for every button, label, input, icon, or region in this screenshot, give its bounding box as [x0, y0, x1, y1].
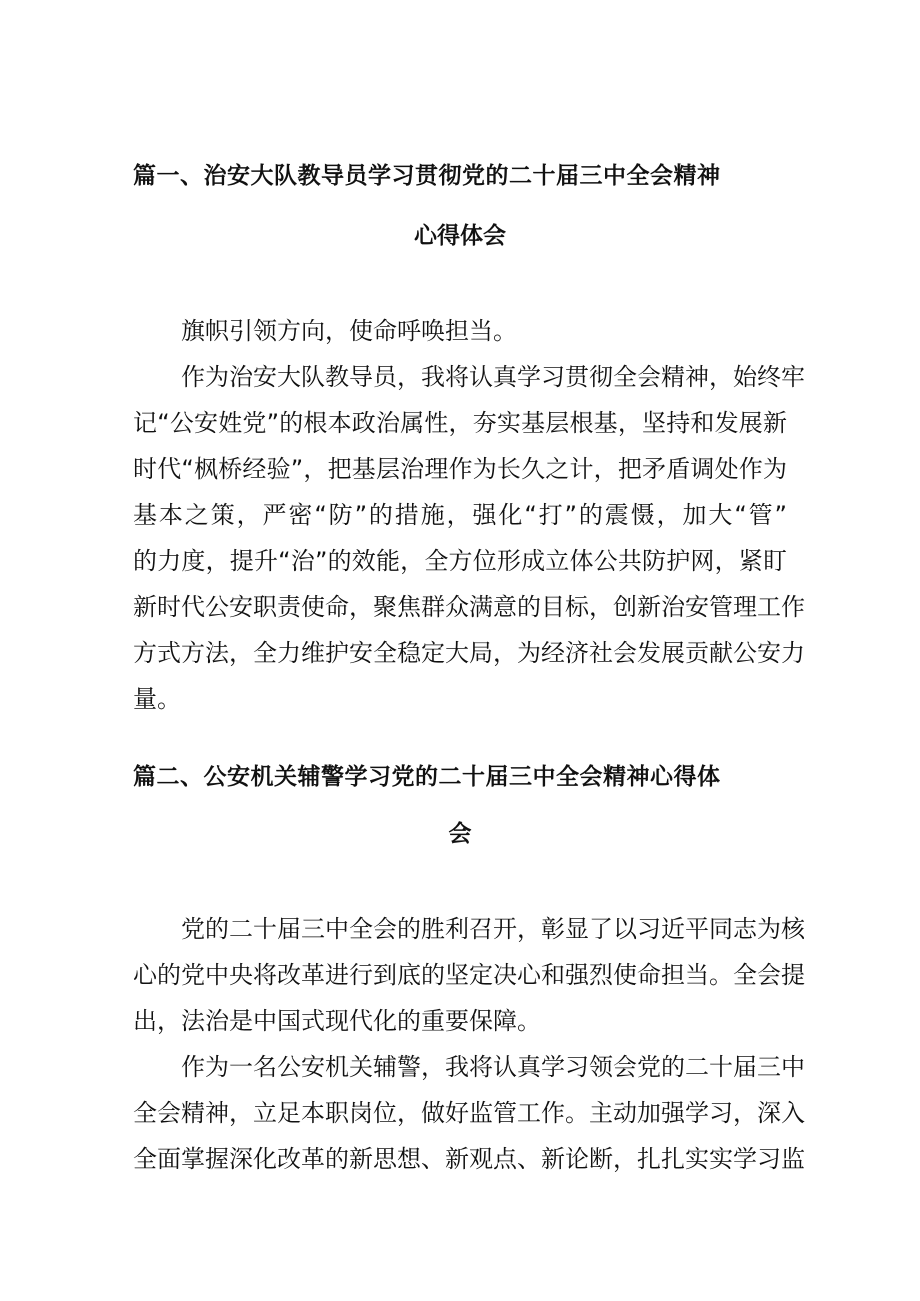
s2-p2-line3: 全面掌握深化改革的新思想、新观点、新论断，扎扎实实学习监 — [133, 1145, 805, 1173]
s2-p2-line2: 全会精神，立足本职岗位，做好监管工作。主动加强学习，深入 — [133, 1099, 805, 1127]
s1-p2-line4: 基本之策，严密“防”的措施，强化“打”的震慑，加大“管” — [133, 501, 787, 529]
s1-p2-line6: 新时代公安职责使命，聚焦群众满意的目标，创新治安管理工作 — [133, 593, 805, 621]
s2-p1-line2: 心的党中央将改革进行到底的坚定决心和强烈使命担当。全会提 — [133, 961, 805, 989]
section1-title-line2: 心得体会 — [414, 223, 506, 249]
s1-p2-line7: 方式方法，全力维护安全稳定大局，为经济社会发展贡献公安力 — [133, 639, 805, 667]
s1-p1-line1: 旗帜引领方向，使命呼唤担当。 — [181, 317, 517, 345]
section2-title-line1: 篇二、公安机关辅警学习党的二十届三中全会精神心得体 — [133, 764, 721, 790]
s1-p2-line1: 作为治安大队教导员，我将认真学习贯彻全会精神，始终牢 — [181, 363, 805, 391]
section1-title-line1: 篇一、治安大队教导员学习贯彻党的二十届三中全会精神 — [133, 163, 721, 189]
section2-title-line2: 会 — [448, 821, 472, 847]
s2-p2-line1: 作为一名公安机关辅警，我将认真学习领会党的二十届三中 — [181, 1053, 805, 1081]
s1-p2-line3: 时代“枫桥经验”，把基层治理作为长久之计，把矛盾调处作为 — [133, 455, 787, 483]
s2-p1-line3: 出，法治是中国式现代化的重要保障。 — [133, 1007, 541, 1035]
s1-p2-line2: 记“公安姓党”的根本政治属性，夯实基层根基，坚持和发展新 — [133, 409, 787, 437]
s2-p1-line1: 党的二十届三中全会的胜利召开，彰显了以习近平同志为核 — [181, 915, 805, 943]
s1-p2-line5: 的力度，提升“治”的效能，全方位形成立体公共防护网，紧盯 — [133, 547, 787, 575]
s1-p2-line8: 量。 — [133, 685, 181, 713]
